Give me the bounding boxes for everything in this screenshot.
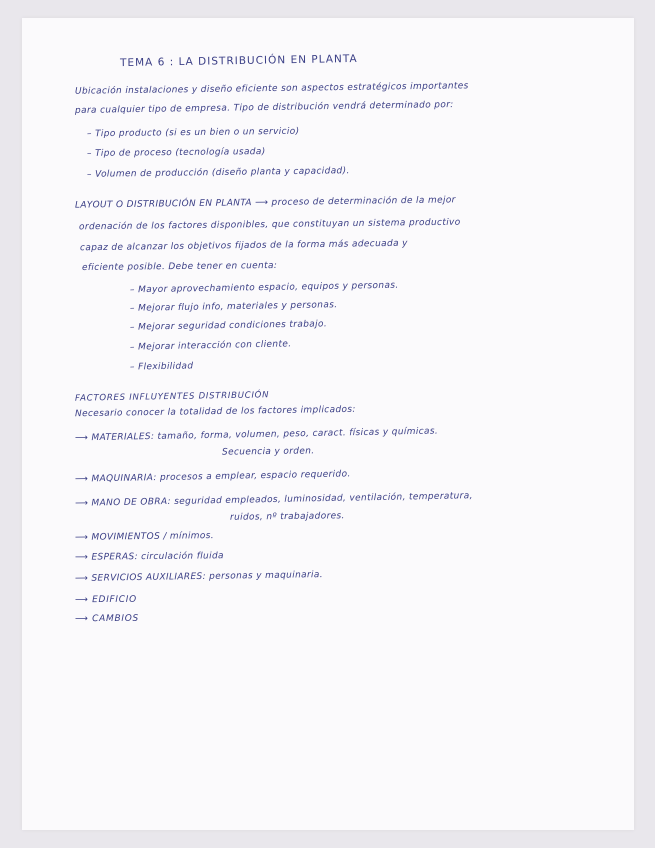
- factors-subheading: Necesario conocer la totalidad de los factores implicados:: [74, 404, 356, 420]
- factor-edificio: ⟶ EDIFICIO: [74, 594, 137, 606]
- objective-item: – Mejorar flujo info, materiales y personas.: [129, 300, 338, 314]
- objective-item: – Mejorar interacción con cliente.: [129, 339, 292, 353]
- factor-servicios-auxiliares: ⟶ SERVICIOS AUXILIARES: personas y maquinaria.: [74, 570, 324, 584]
- notebook-page: [22, 18, 634, 830]
- determinant-item: – Tipo de proceso (tecnología usada): [86, 147, 266, 159]
- factor-materiales-continuation: Secuencia y orden.: [221, 446, 315, 458]
- layout-definition-line-4: eficiente posible. Debe tener en cuenta:: [81, 260, 278, 274]
- factor-mano-de-obra: ⟶ MANO DE OBRA: seguridad empleados, luminosidad, ventilación, temperatura,: [74, 491, 473, 509]
- determinant-item: – Volumen de producción (diseño planta y capacidad).: [86, 166, 350, 180]
- objective-item: – Mejorar seguridad condiciones trabajo.: [129, 319, 328, 333]
- factor-cambios: ⟶ CAMBIOS: [74, 613, 139, 625]
- factor-esperas: ⟶ ESPERAS: circulación fluida: [74, 551, 224, 563]
- intro-line-1: Ubicación instalaciones y diseño eficiente son aspectos estratégicos importantes: [74, 81, 469, 97]
- layout-definition-line-1: LAYOUT O DISTRIBUCIÓN EN PLANTA ⟶ proceso de determinación de la mejor: [74, 195, 456, 211]
- determinant-item: – Tipo producto (si es un bien o un servicio): [86, 126, 300, 140]
- factor-materiales: ⟶ MATERIALES: tamaño, forma, volumen, peso, caract. físicas y químicas.: [74, 426, 439, 444]
- intro-line-2: para cualquier tipo de empresa. Tipo de distribución vendrá determinado por:: [74, 100, 454, 116]
- factor-mano-de-obra-continuation: ruidos, nº trabajadores.: [229, 511, 345, 523]
- objective-item: – Flexibilidad: [129, 361, 194, 373]
- page-title: TEMA 6 : LA DISTRIBUCIÓN EN PLANTA: [119, 52, 358, 70]
- factors-heading: FACTORES INFLUYENTES DISTRIBUCIÓN: [74, 390, 270, 404]
- layout-definition-line-3: capaz de alcanzar los objetivos fijados de la forma más adecuada y: [79, 238, 408, 254]
- factor-movimientos: ⟶ MOVIMIENTOS / mínimos.: [74, 531, 215, 543]
- objective-item: – Mayor aprovechamiento espacio, equipos y personas.: [129, 280, 399, 296]
- layout-definition-line-2: ordenación de los factores disponibles, que constituyan un sistema productivo: [78, 217, 461, 233]
- factor-maquinaria: ⟶ MAQUINARIA: procesos a emplear, espacio requerido.: [74, 469, 351, 485]
